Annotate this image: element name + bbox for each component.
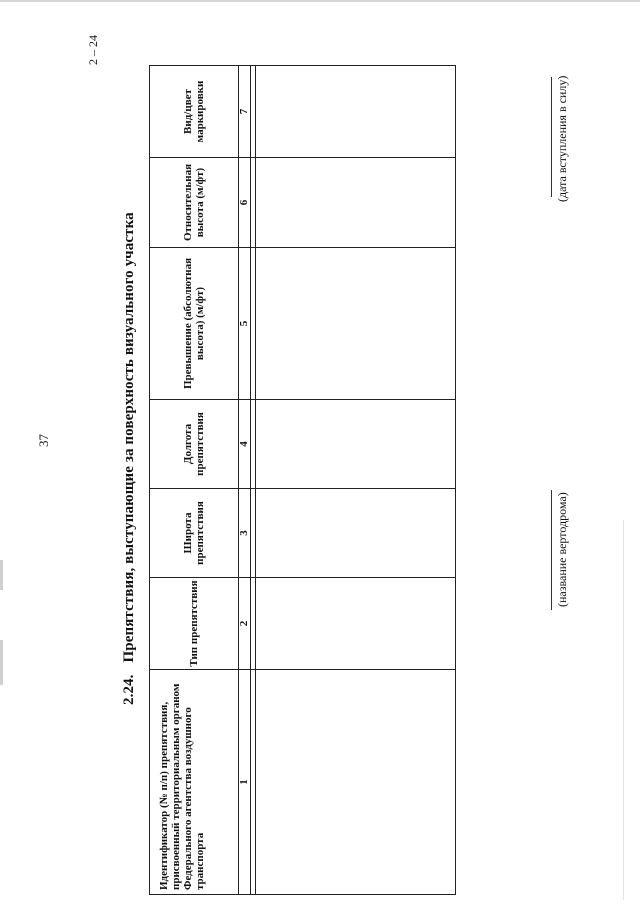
column-header-latitude: Широта препятствия xyxy=(150,489,239,578)
section-title-text: Препятствия, выступающие за поверхность визуального участка xyxy=(121,212,137,663)
aerodrome-name-caption: (название вертодрома) xyxy=(555,492,569,607)
column-number: 7 xyxy=(239,66,251,158)
table-cell xyxy=(256,670,456,895)
column-header-elevation: Превышение (абсолютная высота) (м/фт) xyxy=(150,248,239,400)
table-cell xyxy=(256,400,456,489)
effective-date-caption: (дата вступления в силу) xyxy=(555,75,569,202)
column-header-identifier: Идентификатор (№ п/п) препятствия, присвоенный территориальным органом Федерального агентства воздушного транспорта xyxy=(150,670,239,895)
column-number: 1 xyxy=(239,670,251,895)
table-cell xyxy=(256,248,456,400)
section-number: 2.24. xyxy=(121,674,137,705)
table-header-row xyxy=(150,66,239,895)
section-title xyxy=(121,212,138,705)
table-cell xyxy=(256,489,456,578)
column-header-type: Тип препятствия xyxy=(150,578,239,670)
column-number: 4 xyxy=(239,400,251,489)
effective-date-line xyxy=(551,77,552,197)
table-cell xyxy=(256,158,456,248)
column-number: 2 xyxy=(239,578,251,670)
column-header-longitude: Долгота препятствия xyxy=(150,400,239,489)
obstacles-table xyxy=(149,65,456,895)
column-header-height: Относительная высота (м/фт) xyxy=(150,158,239,248)
column-number-row xyxy=(239,66,251,895)
column-number: 6 xyxy=(239,158,251,248)
column-number: 5 xyxy=(239,248,251,400)
page-number: 37 xyxy=(36,434,51,447)
sheet-code: 2 – 24 xyxy=(86,35,100,65)
table-cell xyxy=(256,578,456,670)
table-row xyxy=(256,66,456,895)
column-number: 3 xyxy=(239,489,251,578)
aerodrome-name-line xyxy=(551,490,552,610)
column-header-marking: Вид/цвет маркировки xyxy=(150,66,239,158)
table-cell xyxy=(256,66,456,158)
